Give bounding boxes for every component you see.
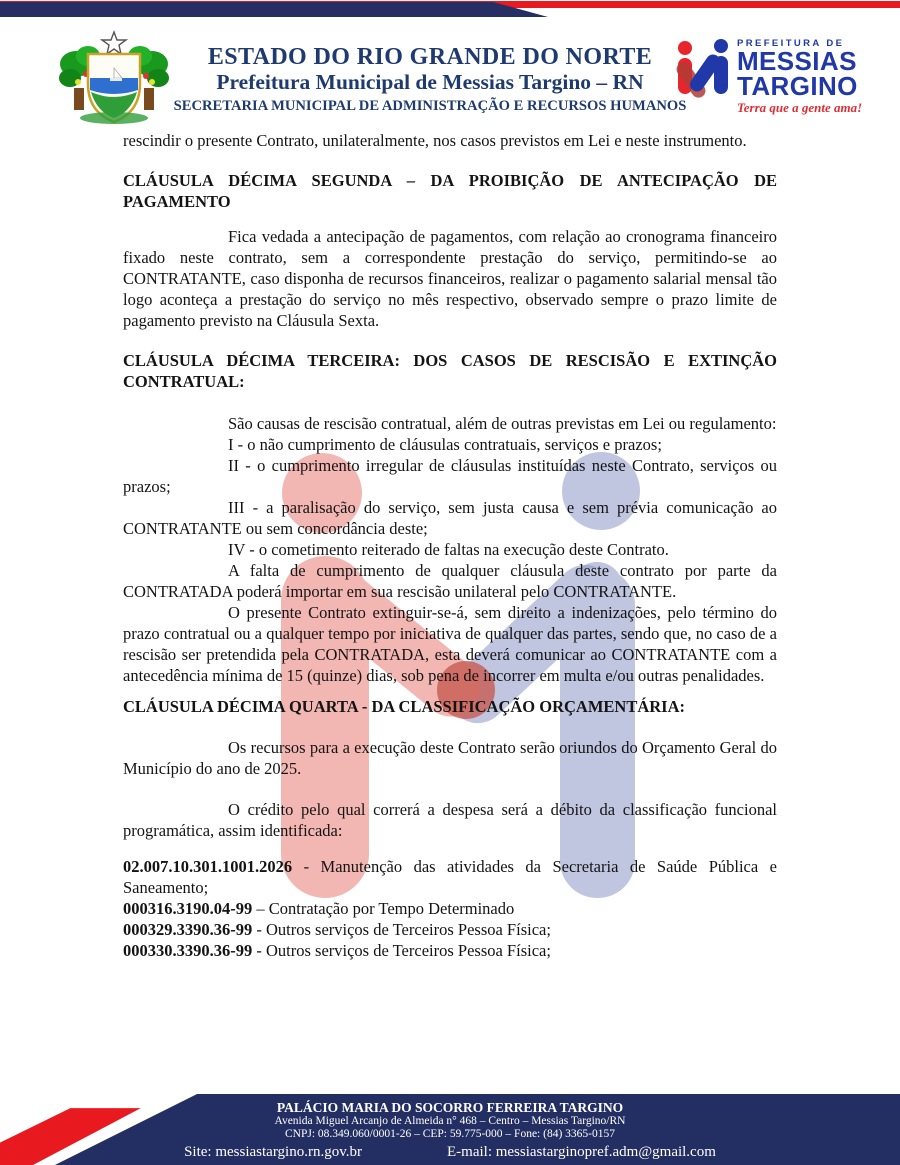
paragraph: O crédito pelo qual correrá a despesa será a débito da classificação funcional programática, assim identificada: — [123, 800, 777, 840]
paragraph: II - o cumprimento irregular de cláusulas instituídas neste Contrato, serviços ou prazos; — [123, 456, 777, 496]
budget-code: 000330.3390.36-99 — [123, 941, 253, 960]
paragraph: rescindir o presente Contrato, unilateralmente, nos casos previstos em Lei e neste instrumento. — [123, 131, 747, 150]
budget-description: – Contratação por Tempo Determinado — [252, 899, 515, 918]
footer-text-block — [0, 1094, 900, 1165]
budget-description: - Outros serviços de Terceiros Pessoa Física; — [252, 920, 551, 939]
budget-line — [123, 919, 777, 940]
paragraph: I - o não cumprimento de cláusulas contratuais, serviços e prazos; — [228, 435, 662, 454]
logo-pretitle: PREFEITURA DE — [737, 38, 845, 49]
paragraph: Os recursos para a execução deste Contrato serão oriundos do Orçamento Geral do Município do ano de 2025. — [123, 738, 777, 778]
footer-email-link[interactable]: E-mail: messiastarginopref.adm@gmail.com — [447, 1144, 716, 1160]
footer-registration: CNPJ: 08.349.060/0001-26 – CEP: 59.775-000 – Fone: (84) 3365-0157 — [285, 1128, 615, 1140]
paragraph: Fica vedada a antecipação de pagamentos, com relação ao cronograma financeiro fixado neste contrato, sem a correspondente prestação do serviço, permitindo-se ao CONTRATANTE, caso disponha de recursos financeiros, realizar o pagamento salarial mensal tão logo aconteça a prestação do serviço no mês respectivo, observado sempre o prazo limite de pagamento previsto na Cláusula Sexta. — [123, 227, 777, 330]
paragraph: O presente Contrato extinguir-se-á, sem direito a indenizações, pelo término do prazo contratual ou a qualquer tempo por iniciativa de qualquer das partes, sendo que, no caso de a rescisão ser pretendida pela CONTRATADA, esta deverá comunicar ao CONTRATANTE com a antecedência mínima de 15 (quinze) dias, sob pena de incorrer em multa e/ou outras penalidades. — [123, 603, 777, 685]
budget-code: 02.007.10.301.1001.2026 — [123, 857, 293, 876]
budget-code: 000329.3390.36-99 — [123, 920, 253, 939]
clause-heading: CLÁUSULA DÉCIMA TERCEIRA: DOS CASOS DE RESCISÃO E EXTINÇÃO CONTRATUAL: — [123, 351, 777, 391]
logo-name-line1: MESSIAS — [737, 46, 857, 76]
budget-line — [123, 940, 777, 961]
paragraph: IV - o cometimento reiterado de faltas na execução deste Contrato. — [228, 540, 669, 559]
budget-description: - Outros serviços de Terceiros Pessoa Física; — [252, 941, 551, 960]
budget-code: 000316.3190.04-99 — [123, 899, 253, 918]
paragraph: São causas de rescisão contratual, além de outras previstas em Lei ou regulamento: — [228, 414, 777, 433]
header-state-line: ESTADO DO RIO GRANDE DO NORTE — [207, 44, 653, 70]
footer-address: Avenida Miguel Arcanjo de Almeida n° 468 – Centro – Messias Targino/RN — [274, 1115, 626, 1127]
budget-line — [123, 856, 777, 898]
logo-tagline: Terra que a gente ama! — [737, 100, 863, 115]
header-secretariat-line: SECRETARIA MUNICIPAL DE ADMINISTRAÇÃO E RECURSOS HUMANOS — [173, 98, 687, 114]
contract-body — [123, 130, 777, 961]
budget-line — [123, 898, 777, 919]
paragraph: III - a paralisação do serviço, sem justa causa e sem prévia comunicação ao CONTRATANTE ou sem concordância deste; — [123, 498, 777, 538]
logo-name-line2: TARGINO — [737, 71, 858, 101]
footer-site-link[interactable]: Site: messiastargino.rn.gov.br — [184, 1144, 362, 1160]
footer-palace-name: PALÁCIO MARIA DO SOCORRO FERREIRA TARGINO — [276, 1100, 624, 1115]
clause-heading: CLÁUSULA DÉCIMA SEGUNDA – DA PROIBIÇÃO DE ANTECIPAÇÃO DE PAGAMENTO — [123, 171, 777, 211]
budget-description: - Manutenção das atividades da Secretaria de Saúde Pública e Saneamento; — [123, 857, 777, 897]
header-municipality-line: Prefeitura Municipal de Messias Targino – RN — [216, 70, 644, 94]
clause-heading: CLÁUSULA DÉCIMA QUARTA - DA CLASSIFICAÇÃO ORÇAMENTÁRIA: — [123, 697, 685, 716]
paragraph: A falta de cumprimento de qualquer cláusula deste contrato por parte da CONTRATADA poderá importar em sua rescisão unilateral pelo CONTRATANTE. — [123, 561, 777, 601]
